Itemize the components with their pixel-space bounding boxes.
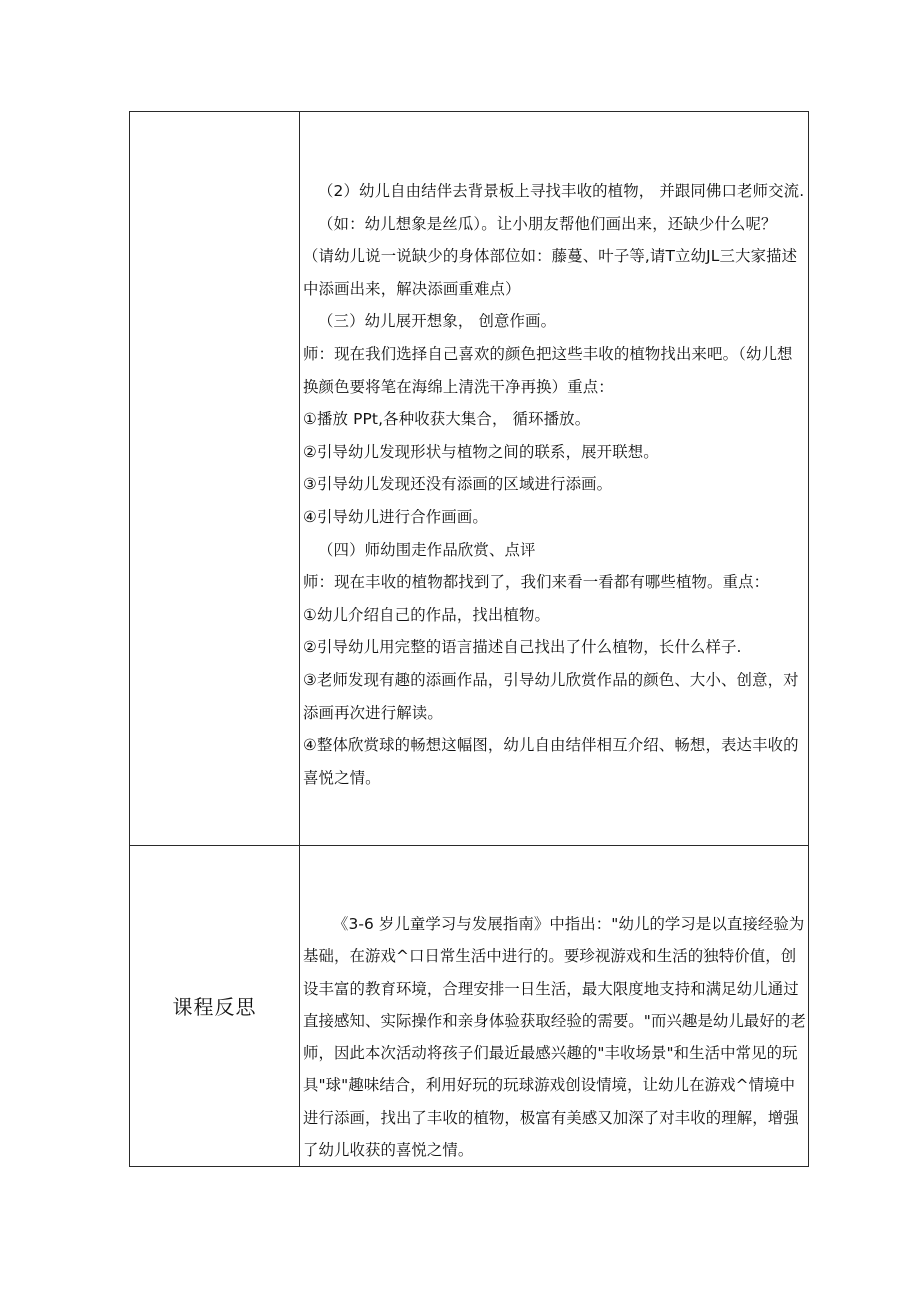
- course-reflection-paragraph: 《3-6 岁儿童学习与发展指南》中指出："幼儿的学习是以直接经验为基础，在游戏^口日常生活中进行的。要珍视游戏和生活的独特价值，创设丰富的教育环境，合理安排一日生活，最大限度地支持和满足幼儿通过直接感知、实际操作和亲身体验获取经验的需要。"而兴趣是幼儿最好的老师，因此本次活动将孩子们最近最感兴趣的"丰收场景"和生活中常见的玩具"球"趣味结合，利用好玩的玩球游戏创设情境，让幼儿在游戏^情境中进行添画，找出了丰收的植物，极富有美感又加深了对丰收的理解，增强了幼儿收获的喜悦之情。: [303, 915, 806, 1160]
- activity-process-row: [130, 112, 809, 846]
- activity-process-paragraph: ③引导幼儿发现还没有添画的区域进行添画。: [303, 475, 613, 494]
- course-reflection-content: [300, 846, 808, 1166]
- course-reflection-label-cell: [130, 846, 300, 1167]
- lesson-plan-table: [129, 111, 809, 1167]
- course-reflection-content-cell: [300, 846, 809, 1167]
- activity-process-paragraph: ②引导幼儿用完整的语言描述自己找出了什么植物，长什么样子.: [303, 638, 742, 657]
- activity-process-paragraph: ①播放 PPt,各种收获大集合， 循环播放。: [303, 410, 591, 429]
- activity-process-paragraph: 师：现在丰收的植物都找到了，我们来看一看都有哪些植物。重点：: [303, 573, 770, 592]
- activity-process-label-cell: [130, 112, 300, 846]
- activity-process-content-cell: [300, 112, 809, 846]
- activity-process-content: [300, 112, 808, 794]
- course-reflection-label: 课程反思: [172, 995, 257, 1019]
- activity-process-paragraph: （三）幼儿展开想象， 创意作画。: [318, 312, 557, 331]
- activity-process-paragraph: （四）师幼围走作品欣赏、点评: [318, 540, 536, 559]
- activity-process-paragraph: ①幼儿介绍自己的作品，找出植物。: [303, 605, 551, 624]
- activity-process-paragraph: ②引导幼儿发现形状与植物之间的联系，展开联想。: [303, 442, 659, 461]
- activity-process-paragraph: 师：现在我们选择自己喜欢的颜色把这些丰收的植物找出来吧。（幼儿想换颜色要将笔在海绵上清洗干净再换）重点：: [303, 344, 793, 396]
- activity-process-paragraph: ④整体欣赏球的畅想这幅图，幼儿自由结伴相互介绍、畅想，表达丰收的喜悦之情。: [303, 736, 799, 787]
- activity-process-paragraph: ④引导幼儿进行合作画画。: [303, 507, 488, 526]
- activity-process-paragraph: ③老师发现有趣的添画作品，引导幼儿欣赏作品的颜色、大小、创意，对添画再次进行解读。: [303, 670, 799, 722]
- course-reflection-row: [130, 846, 809, 1167]
- activity-process-paragraph: （2）幼儿自由结伴去背景板上寻找丰收的植物， 并跟同佛口老师交流.: [318, 182, 805, 200]
- activity-process-paragraph: （如：幼儿想象是丝瓜）。让小朋友帮他们画出来，还缺少什么呢？（请幼儿说一说缺少的身体部位如：藤蔓、叶子等,请T立幼JL三大家描述中添画出来，解决添画重难点）: [303, 214, 798, 298]
